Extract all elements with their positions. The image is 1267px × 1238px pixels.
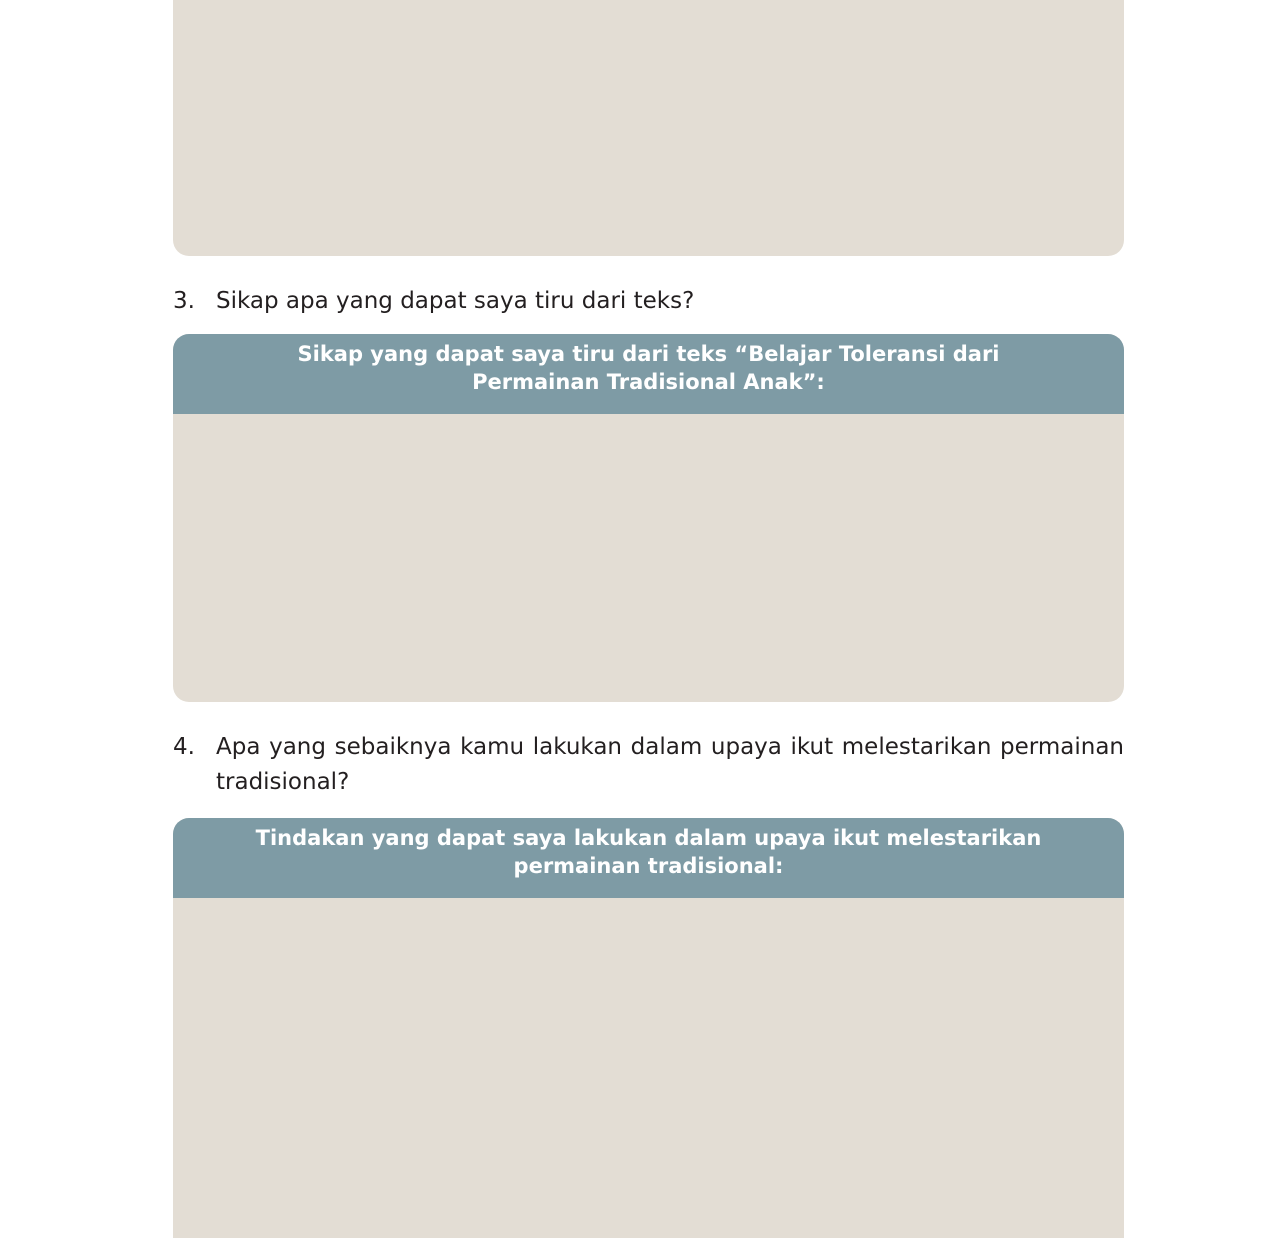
- answer-box-previous[interactable]: [173, 0, 1124, 256]
- answer-box-heading: Sikap yang dapat saya tiru dari teks “Belajar Toleransi dari Permainan Tradisional Anak”:: [173, 334, 1124, 414]
- question-text: Apa yang sebaiknya kamu lakukan dalam upaya ikut melestarikan permainan tradisional?: [216, 734, 1124, 795]
- answer-box-heading: Tindakan yang dapat saya lakukan dalam upaya ikut melestarikan permainan tradisional:: [173, 818, 1124, 898]
- answer-box-question-4[interactable]: [173, 818, 1124, 1238]
- question-4: [173, 730, 1124, 800]
- question-text: Sikap apa yang dapat saya tiru dari teks?: [216, 288, 695, 314]
- question-3: [173, 284, 1124, 319]
- question-number: 3.: [173, 288, 195, 314]
- question-number: 4.: [173, 734, 195, 760]
- answer-box-question-3[interactable]: [173, 334, 1124, 702]
